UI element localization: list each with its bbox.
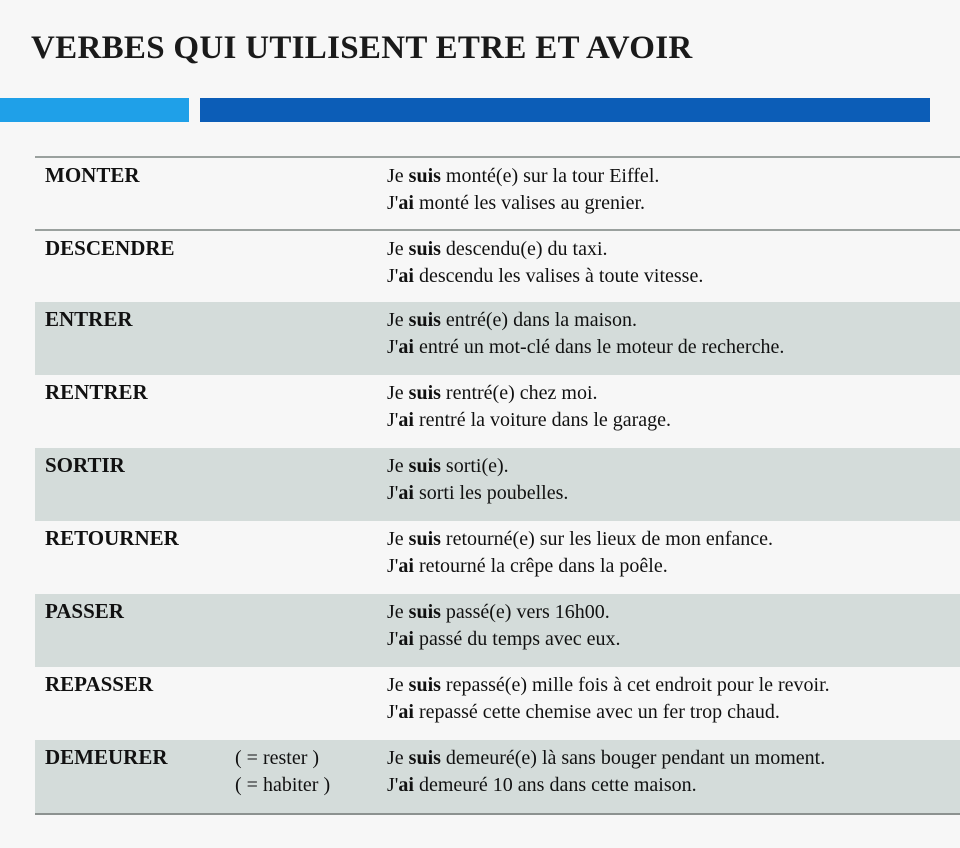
table-row	[35, 594, 960, 667]
table-row	[35, 156, 960, 229]
sentence-rest: sorti les poubelles.	[413, 482, 569, 504]
examples	[387, 236, 703, 290]
example-sentence	[387, 626, 621, 653]
verb-label: REPASSER	[45, 672, 154, 696]
sentence-start: J'	[387, 192, 399, 214]
auxiliary-verb: suis	[408, 455, 441, 477]
sentence-rest: passé du temps avec eux.	[413, 628, 621, 650]
decorative-bar-dark	[200, 98, 930, 122]
auxiliary-verb: ai	[398, 265, 414, 287]
verb-table	[35, 156, 960, 815]
auxiliary-verb: ai	[398, 701, 414, 723]
table-row	[35, 229, 960, 302]
sentence-start: Je	[387, 455, 409, 477]
example-sentence	[387, 699, 830, 726]
examples	[387, 163, 659, 217]
example-sentence	[387, 163, 659, 190]
examples	[387, 453, 568, 507]
auxiliary-verb: suis	[408, 674, 441, 696]
sentence-start: Je	[387, 674, 409, 696]
example-sentence	[387, 526, 773, 553]
sentence-start: Je	[387, 528, 409, 550]
sentence-rest: rentré la voiture dans le garage.	[413, 409, 672, 431]
examples	[387, 380, 671, 434]
example-sentence	[387, 334, 784, 361]
verb-label: SORTIR	[45, 453, 125, 477]
verb-label: DESCENDRE	[45, 236, 175, 260]
example-sentence	[387, 772, 825, 799]
example-sentence	[387, 407, 671, 434]
table-row	[35, 448, 960, 521]
examples	[387, 526, 773, 580]
sentence-start: Je	[387, 747, 409, 769]
sentence-rest: descendu les valises à toute vitesse.	[413, 265, 704, 287]
table-row	[35, 375, 960, 448]
sentence-rest: entré(e) dans la maison.	[440, 309, 637, 331]
decorative-bar-light	[0, 98, 189, 122]
sentence-rest: passé(e) vers 16h00.	[440, 601, 610, 623]
verb-meaning	[235, 745, 330, 799]
example-sentence	[387, 263, 703, 290]
sentence-rest: descendu(e) du taxi.	[440, 238, 608, 260]
example-sentence	[387, 307, 784, 334]
auxiliary-verb: ai	[398, 628, 414, 650]
sentence-start: J'	[387, 265, 399, 287]
sentence-rest: entré un mot-clé dans le moteur de recherche.	[413, 336, 785, 358]
sentence-rest: demeuré 10 ans dans cette maison.	[413, 774, 697, 796]
sentence-rest: monté(e) sur la tour Eiffel.	[440, 165, 660, 187]
auxiliary-verb: ai	[398, 192, 414, 214]
auxiliary-verb: ai	[398, 555, 414, 577]
sentence-start: Je	[387, 309, 409, 331]
page-title: VERBES QUI UTILISENT ETRE ET AVOIR	[31, 30, 693, 66]
sentence-rest: demeuré(e) là sans bouger pendant un moment.	[440, 747, 826, 769]
auxiliary-verb: suis	[408, 382, 441, 404]
example-sentence	[387, 190, 659, 217]
example-sentence	[387, 236, 703, 263]
example-sentence	[387, 480, 568, 507]
sentence-start: Je	[387, 601, 409, 623]
examples	[387, 745, 825, 799]
sentence-start: J'	[387, 336, 399, 358]
auxiliary-verb: suis	[408, 165, 441, 187]
examples	[387, 307, 784, 361]
sentence-start: Je	[387, 238, 409, 260]
example-sentence	[387, 672, 830, 699]
sentence-start: J'	[387, 701, 399, 723]
verb-label: ENTRER	[45, 307, 133, 331]
table-row	[35, 740, 960, 813]
auxiliary-verb: ai	[398, 774, 414, 796]
verb-label: PASSER	[45, 599, 124, 623]
sentence-rest: monté les valises au grenier.	[413, 192, 645, 214]
example-sentence	[387, 599, 621, 626]
auxiliary-verb: ai	[398, 482, 414, 504]
sentence-start: Je	[387, 382, 409, 404]
verb-label: DEMEURER	[45, 745, 168, 769]
example-sentence	[387, 380, 671, 407]
table-row	[35, 521, 960, 594]
sentence-rest: repassé(e) mille fois à cet endroit pour le revoir.	[440, 674, 830, 696]
verb-label: MONTER	[45, 163, 140, 187]
sentence-start: J'	[387, 482, 399, 504]
sentence-start: J'	[387, 774, 399, 796]
sentence-rest: sorti(e).	[440, 455, 509, 477]
sentence-start: Je	[387, 165, 409, 187]
example-sentence	[387, 453, 568, 480]
auxiliary-verb: suis	[408, 238, 441, 260]
auxiliary-verb: suis	[408, 601, 441, 623]
examples	[387, 672, 830, 726]
sentence-start: J'	[387, 628, 399, 650]
auxiliary-verb: ai	[398, 336, 414, 358]
example-sentence	[387, 745, 825, 772]
auxiliary-verb: suis	[408, 528, 441, 550]
sentence-rest: retourné la crêpe dans la poêle.	[413, 555, 668, 577]
example-sentence	[387, 553, 773, 580]
auxiliary-verb: suis	[408, 747, 441, 769]
sentence-rest: retourné(e) sur les lieux de mon enfance.	[440, 528, 774, 550]
auxiliary-verb: suis	[408, 309, 441, 331]
meaning-line: ( = rester )	[235, 747, 320, 769]
verb-label: RETOURNER	[45, 526, 179, 550]
sentence-rest: rentré(e) chez moi.	[440, 382, 598, 404]
sentence-rest: repassé cette chemise avec un fer trop chaud.	[413, 701, 780, 723]
verb-label: RENTRER	[45, 380, 148, 404]
table-row	[35, 667, 960, 740]
examples	[387, 599, 621, 653]
table-row	[35, 302, 960, 375]
sentence-start: J'	[387, 409, 399, 431]
sentence-start: J'	[387, 555, 399, 577]
auxiliary-verb: ai	[398, 409, 414, 431]
meaning-line: ( = habiter )	[235, 774, 331, 796]
